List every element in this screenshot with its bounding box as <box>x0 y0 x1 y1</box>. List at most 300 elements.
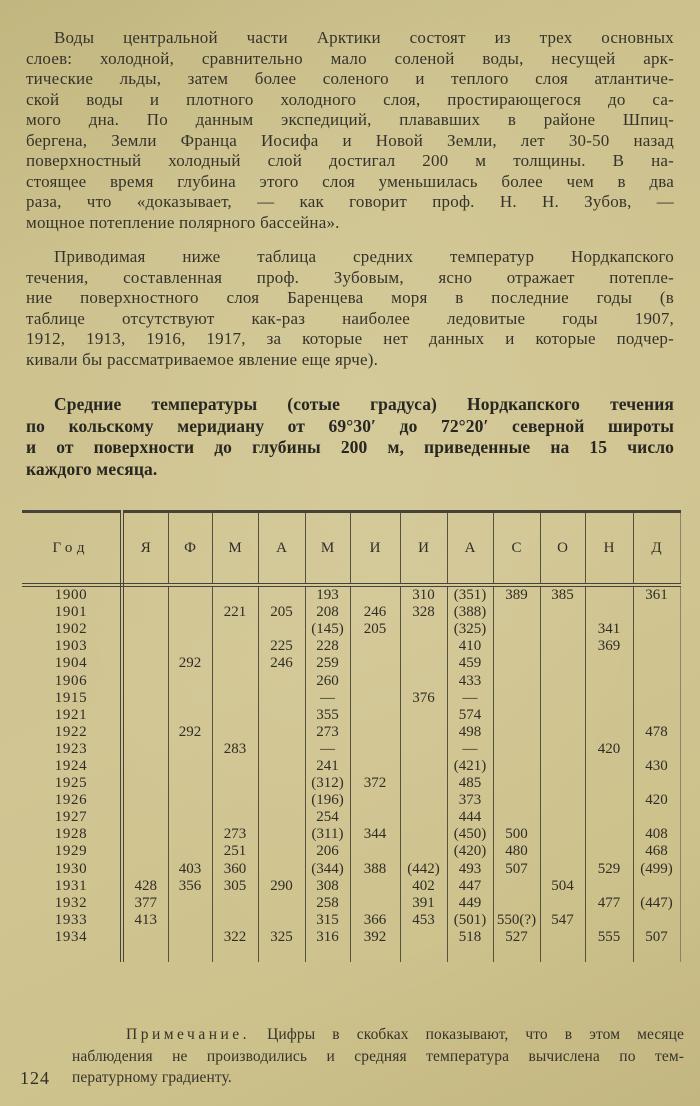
temp-cell <box>212 585 258 604</box>
empty-cell <box>400 946 447 962</box>
temp-cell: 388 <box>350 861 400 878</box>
text-line: стоящее время глубина этого слоя уменьшилась более чем в два <box>26 171 674 191</box>
temp-cell <box>540 672 585 689</box>
temp-cell: (312) <box>305 775 350 792</box>
table-row <box>22 861 680 878</box>
temp-cell <box>350 690 400 707</box>
year-cell: 1915 <box>22 690 122 707</box>
temp-cell: 518 <box>447 929 493 946</box>
temp-cell: (447) <box>633 895 680 912</box>
temp-cell: 376 <box>400 690 447 707</box>
year-cell: 1906 <box>22 672 122 689</box>
table-row <box>22 792 680 809</box>
temp-cell <box>122 861 168 878</box>
temp-cell <box>585 690 633 707</box>
temp-cell <box>585 758 633 775</box>
temp-cell: 529 <box>585 861 633 878</box>
year-cell: 1900 <box>22 585 122 604</box>
temp-cell <box>122 775 168 792</box>
temp-cell <box>633 775 680 792</box>
temp-cell: 361 <box>633 585 680 604</box>
temp-cell <box>350 792 400 809</box>
temp-cell <box>633 878 680 895</box>
temp-cell <box>258 826 305 843</box>
text-line: каждого месяца. <box>26 458 158 479</box>
temp-cell: 430 <box>633 758 680 775</box>
temp-cell: 459 <box>447 655 493 672</box>
temp-cell: — <box>305 690 350 707</box>
year-cell: 1932 <box>22 895 122 912</box>
text-line: Воды центральной части Арктики состоят из трех основных <box>54 28 674 47</box>
text-line: бергена, Земли Франца Иосифа и Новой Земли, лет 30-50 назад <box>26 130 674 150</box>
text-line: слоев: холодной, сравнительно мало соленой воды, несущей арк- <box>26 48 674 68</box>
temp-cell: (450) <box>447 826 493 843</box>
temp-cell <box>168 672 212 689</box>
year-cell: 1925 <box>22 775 122 792</box>
temp-cell <box>258 895 305 912</box>
month-column-header: М <box>212 512 258 586</box>
table-body <box>22 585 680 962</box>
year-cell: 1928 <box>22 826 122 843</box>
temp-cell <box>122 929 168 946</box>
temp-cell <box>400 792 447 809</box>
temp-cell: (325) <box>447 621 493 638</box>
temp-cell: 468 <box>633 843 680 860</box>
temp-cell <box>168 621 212 638</box>
temp-cell: 480 <box>493 843 540 860</box>
temp-cell: 292 <box>168 655 212 672</box>
table-rule-tail <box>22 946 680 962</box>
temp-cell <box>122 690 168 707</box>
table-row <box>22 895 680 912</box>
temp-cell: 258 <box>305 895 350 912</box>
temp-cell <box>258 585 305 604</box>
table-row <box>22 690 680 707</box>
temp-cell <box>633 638 680 655</box>
year-cell: 1927 <box>22 809 122 826</box>
temp-cell <box>585 604 633 621</box>
text-line: ской воды и плотного холодного слоя, простирающегося до са- <box>26 89 674 109</box>
temp-cell: (421) <box>447 758 493 775</box>
temp-cell <box>212 690 258 707</box>
temp-cell <box>540 707 585 724</box>
temp-cell <box>633 707 680 724</box>
temp-cell: 308 <box>305 878 350 895</box>
temp-cell <box>585 809 633 826</box>
month-column-header: М <box>305 512 350 586</box>
table-row <box>22 912 680 929</box>
month-column-header: Я <box>122 512 168 586</box>
year-cell: 1933 <box>22 912 122 929</box>
temp-cell: 433 <box>447 672 493 689</box>
year-cell: 1903 <box>22 638 122 655</box>
temp-cell: 356 <box>168 878 212 895</box>
temp-cell: 292 <box>168 724 212 741</box>
temp-cell <box>540 690 585 707</box>
temp-cell <box>212 792 258 809</box>
temp-cell: 228 <box>305 638 350 655</box>
temp-cell: 477 <box>585 895 633 912</box>
temp-cell <box>168 843 212 860</box>
temp-cell <box>400 809 447 826</box>
body-text <box>26 28 674 480</box>
temp-cell <box>122 604 168 621</box>
temp-cell: 241 <box>305 758 350 775</box>
temp-cell <box>493 604 540 621</box>
temp-cell <box>168 690 212 707</box>
footnote <box>72 1024 684 1089</box>
temp-cell <box>400 843 447 860</box>
temp-cell <box>258 809 305 826</box>
month-column-header: Д <box>633 512 680 586</box>
temp-cell <box>168 758 212 775</box>
table-row <box>22 655 680 672</box>
text-line: мощное потепление полярного бассейна». <box>26 212 340 232</box>
temp-cell <box>540 826 585 843</box>
temp-cell: 507 <box>493 861 540 878</box>
table-row <box>22 775 680 792</box>
temp-cell: 328 <box>400 604 447 621</box>
month-column-header: А <box>258 512 305 586</box>
temp-cell <box>633 672 680 689</box>
temp-cell <box>168 826 212 843</box>
temp-cell <box>493 707 540 724</box>
temp-cell: 344 <box>350 826 400 843</box>
temp-cell <box>350 655 400 672</box>
temp-cell <box>585 724 633 741</box>
temp-cell: 260 <box>305 672 350 689</box>
temp-cell: (442) <box>400 861 447 878</box>
empty-cell <box>350 946 400 962</box>
temp-cell <box>585 792 633 809</box>
temp-cell <box>122 585 168 604</box>
temp-cell <box>258 724 305 741</box>
year-cell: 1934 <box>22 929 122 946</box>
table-row <box>22 878 680 895</box>
temp-cell <box>168 809 212 826</box>
month-column-header: А <box>447 512 493 586</box>
temp-cell <box>633 621 680 638</box>
temp-cell: 273 <box>212 826 258 843</box>
temp-cell <box>350 638 400 655</box>
table-row <box>22 638 680 655</box>
temp-cell <box>168 895 212 912</box>
temp-cell: — <box>447 690 493 707</box>
temp-cell: 193 <box>305 585 350 604</box>
temp-cell <box>400 707 447 724</box>
year-cell: 1922 <box>22 724 122 741</box>
temp-cell: 402 <box>400 878 447 895</box>
temp-cell <box>212 724 258 741</box>
temp-cell: 316 <box>305 929 350 946</box>
year-cell: 1901 <box>22 604 122 621</box>
temp-cell: 373 <box>447 792 493 809</box>
year-cell: 1931 <box>22 878 122 895</box>
temp-cell <box>122 843 168 860</box>
temp-cell <box>585 655 633 672</box>
temp-cell <box>540 895 585 912</box>
temp-cell <box>258 758 305 775</box>
temp-cell: 273 <box>305 724 350 741</box>
temp-cell: 498 <box>447 724 493 741</box>
temp-cell: 225 <box>258 638 305 655</box>
temp-cell <box>540 724 585 741</box>
temp-cell: 315 <box>305 912 350 929</box>
temp-cell: — <box>447 741 493 758</box>
text-line: Средние температуры (сотые градуса) Нордкапского течения <box>54 394 674 414</box>
temp-cell <box>493 758 540 775</box>
temp-cell <box>122 809 168 826</box>
table-row <box>22 585 680 604</box>
temp-cell <box>585 672 633 689</box>
temp-cell: 221 <box>212 604 258 621</box>
empty-cell <box>633 946 680 962</box>
text-line: 1912, 1913, 1916, 1917, за которые нет данных и которые подчер- <box>26 329 674 348</box>
month-column-header: И <box>400 512 447 586</box>
temp-cell: 392 <box>350 929 400 946</box>
temp-cell: 389 <box>493 585 540 604</box>
table-row <box>22 741 680 758</box>
temp-cell <box>540 638 585 655</box>
empty-cell <box>447 946 493 962</box>
table-row <box>22 604 680 621</box>
temp-cell <box>350 809 400 826</box>
temp-cell: (311) <box>305 826 350 843</box>
temp-cell <box>633 809 680 826</box>
temp-cell <box>122 758 168 775</box>
temp-cell <box>122 724 168 741</box>
temp-cell <box>400 929 447 946</box>
temp-cell <box>350 585 400 604</box>
temp-cell <box>400 826 447 843</box>
temp-cell <box>212 895 258 912</box>
temperature-table-wrap <box>22 510 680 962</box>
text-line: течения, составленная проф. Зубовым, ясно отражает потепле- <box>26 267 674 287</box>
temp-cell <box>540 621 585 638</box>
month-column-header: С <box>493 512 540 586</box>
temp-cell <box>168 741 212 758</box>
temp-cell <box>540 604 585 621</box>
text-line: таблице отсутствуют как-раз наиболее ледовитые годы 1907, <box>26 308 674 328</box>
temp-cell: 574 <box>447 707 493 724</box>
temp-cell <box>400 655 447 672</box>
table-row <box>22 672 680 689</box>
temp-cell <box>168 604 212 621</box>
table-row <box>22 621 680 638</box>
year-cell: 1921 <box>22 707 122 724</box>
temp-cell <box>350 707 400 724</box>
table-row <box>22 707 680 724</box>
temp-cell <box>540 775 585 792</box>
year-cell: 1904 <box>22 655 122 672</box>
temp-cell: 428 <box>134 877 157 894</box>
temp-cell <box>585 826 633 843</box>
temp-cell: (196) <box>305 792 350 809</box>
temp-cell <box>493 775 540 792</box>
table-row <box>22 929 680 946</box>
temp-cell <box>400 775 447 792</box>
year-cell: 1929 <box>22 843 122 860</box>
temp-cell <box>350 843 400 860</box>
footnote-text: Цифры в скобках показывают, что в этом месяце <box>267 1026 684 1043</box>
temp-cell <box>493 672 540 689</box>
temp-cell <box>168 638 212 655</box>
temp-cell: 366 <box>350 912 400 929</box>
temp-cell: 413 <box>134 911 157 928</box>
temp-cell: 507 <box>633 929 680 946</box>
temp-cell <box>350 878 400 895</box>
temp-cell <box>585 912 633 929</box>
text-line: тические льды, затем более соленого и теплого слоя атлантиче- <box>26 69 674 88</box>
temp-cell <box>585 775 633 792</box>
temp-cell <box>168 585 212 604</box>
empty-cell <box>493 946 540 962</box>
temp-cell <box>350 724 400 741</box>
temp-cell <box>168 775 212 792</box>
empty-cell <box>212 946 258 962</box>
temp-cell: (420) <box>447 843 493 860</box>
temp-cell: (388) <box>447 604 493 621</box>
temp-cell <box>540 758 585 775</box>
temp-cell <box>258 843 305 860</box>
temp-cell: 372 <box>350 775 400 792</box>
temp-cell <box>122 792 168 809</box>
temp-cell: 410 <box>447 638 493 655</box>
temp-cell <box>540 861 585 878</box>
temp-cell: 550(?) <box>493 912 540 929</box>
temp-cell <box>258 741 305 758</box>
temp-cell <box>493 690 540 707</box>
temp-cell: 205 <box>258 604 305 621</box>
temp-cell: 251 <box>212 843 258 860</box>
temp-cell <box>493 655 540 672</box>
table-row <box>22 826 680 843</box>
temp-cell <box>633 655 680 672</box>
text-line: ние поверхностного слоя Баренцева моря в последние годы (в <box>26 288 674 307</box>
temp-cell <box>168 792 212 809</box>
temp-cell <box>633 604 680 621</box>
temp-cell: 385 <box>540 585 585 604</box>
temp-cell <box>493 809 540 826</box>
empty-cell <box>540 946 585 962</box>
year-cell: 1926 <box>22 792 122 809</box>
temp-cell <box>212 758 258 775</box>
temp-cell: 369 <box>585 638 633 655</box>
temp-cell: 500 <box>493 826 540 843</box>
temp-cell <box>258 775 305 792</box>
temp-cell <box>350 672 400 689</box>
temp-cell <box>540 809 585 826</box>
footnote-line <box>72 1024 684 1046</box>
temp-cell <box>212 707 258 724</box>
text-line: поверхностный холодный слой достигал 200 м толщины. В на- <box>26 151 674 170</box>
temp-cell: 206 <box>305 843 350 860</box>
temp-cell: — <box>305 741 350 758</box>
year-cell: 1923 <box>22 741 122 758</box>
temp-cell <box>585 707 633 724</box>
temp-cell <box>400 638 447 655</box>
temp-cell: 205 <box>350 621 400 638</box>
empty-cell <box>258 946 305 962</box>
empty-cell <box>585 946 633 962</box>
temp-cell: 254 <box>305 809 350 826</box>
temp-cell: 259 <box>305 655 350 672</box>
temp-cell <box>122 638 168 655</box>
temp-cell: 290 <box>258 878 305 895</box>
table-row <box>22 724 680 741</box>
footnote-label: Примечание. <box>126 1026 251 1043</box>
temp-cell: 408 <box>633 826 680 843</box>
temp-cell <box>493 638 540 655</box>
temp-cell <box>540 792 585 809</box>
empty-cell <box>22 946 122 962</box>
temp-cell: 420 <box>633 792 680 809</box>
temp-cell <box>212 638 258 655</box>
temp-cell: (344) <box>305 861 350 878</box>
table-row <box>22 809 680 826</box>
temperature-table <box>22 510 681 962</box>
table-heading <box>26 394 674 480</box>
temp-cell: 355 <box>305 707 350 724</box>
temp-cell: 485 <box>447 775 493 792</box>
temp-cell: 246 <box>350 604 400 621</box>
temp-cell: (145) <box>305 621 350 638</box>
temp-cell: 322 <box>212 929 258 946</box>
temp-cell <box>122 621 168 638</box>
temp-cell: 449 <box>447 895 493 912</box>
month-column-header: Ф <box>168 512 212 586</box>
footnote-line: наблюдения не производились и средняя температура вычислена по тем- <box>72 1047 684 1065</box>
temp-cell: 403 <box>168 861 212 878</box>
temp-cell <box>585 878 633 895</box>
table-header-row <box>22 512 680 586</box>
temp-cell: 391 <box>400 895 447 912</box>
temp-cell <box>258 792 305 809</box>
temp-cell <box>493 621 540 638</box>
temp-cell <box>350 741 400 758</box>
temp-cell: 283 <box>212 741 258 758</box>
temp-cell <box>493 724 540 741</box>
temp-cell <box>350 758 400 775</box>
temp-cell <box>168 912 212 929</box>
temp-cell: 246 <box>258 655 305 672</box>
temp-cell <box>212 809 258 826</box>
temp-cell: 325 <box>258 929 305 946</box>
temp-cell: 527 <box>493 929 540 946</box>
year-cell: 1924 <box>22 758 122 775</box>
temp-cell <box>633 741 680 758</box>
temp-cell: 208 <box>305 604 350 621</box>
month-column-header: О <box>540 512 585 586</box>
temp-cell <box>212 655 258 672</box>
temp-cell <box>400 672 447 689</box>
table-row <box>22 758 680 775</box>
temp-cell <box>168 929 212 946</box>
temp-cell <box>540 843 585 860</box>
text-line: Приводимая ниже таблица средних температур Нордкапского <box>54 247 674 266</box>
temp-cell: (499) <box>633 861 680 878</box>
page-number: 124 <box>20 1068 50 1088</box>
temp-cell: 555 <box>585 929 633 946</box>
temp-cell: 504 <box>540 878 585 895</box>
temp-cell <box>258 912 305 929</box>
temp-cell <box>122 741 168 758</box>
text-line: кивали бы рассматриваемое явление еще ярче). <box>26 349 379 369</box>
temp-cell <box>212 621 258 638</box>
temp-cell: 341 <box>585 621 633 638</box>
temp-cell: 444 <box>447 809 493 826</box>
paragraph-arctic-waters <box>26 28 674 233</box>
